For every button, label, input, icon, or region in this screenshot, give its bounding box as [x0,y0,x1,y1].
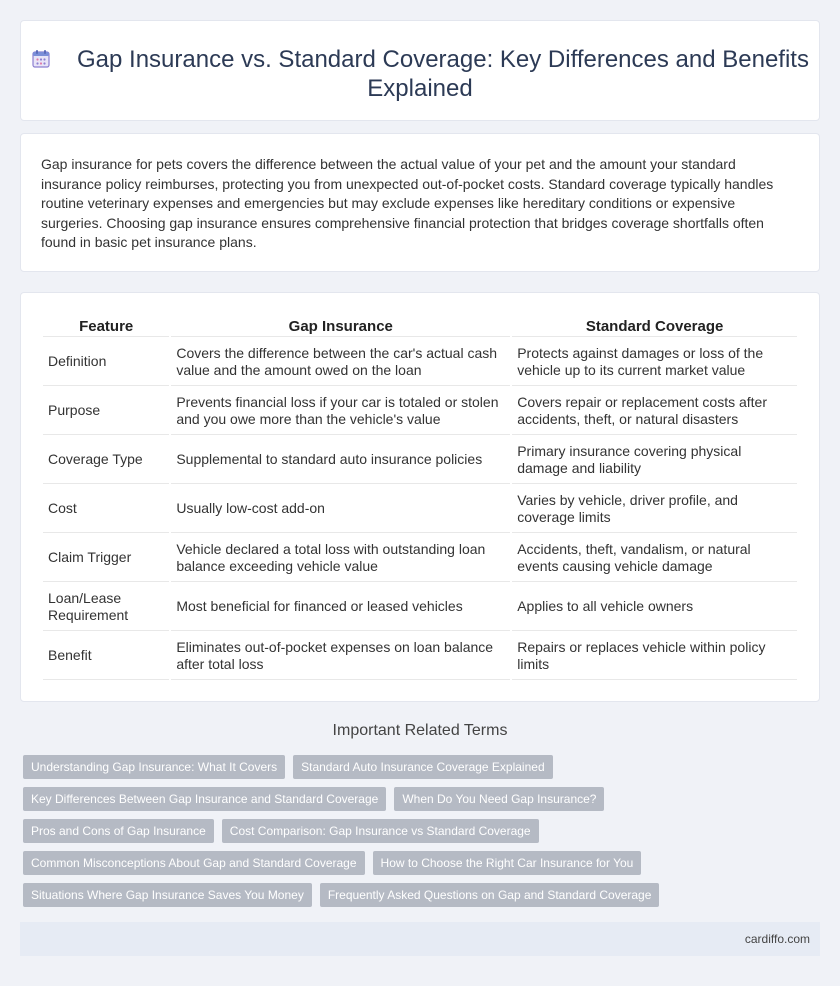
footer-site-name: cardiffo.com [744,932,810,946]
table-row [43,486,797,533]
feature-cell: Cost [43,486,169,533]
related-term-link[interactable]: Frequently Asked Questions on Gap and Standard Coverage [320,883,660,907]
related-term-link[interactable]: Understanding Gap Insurance: What It Covers [23,755,285,779]
header-feature: Feature [43,317,169,337]
footer [20,922,820,956]
related-term-link[interactable]: Common Misconceptions About Gap and Standard Coverage [23,851,365,875]
table-row [43,339,797,386]
related-term-link[interactable]: Pros and Cons of Gap Insurance [23,819,214,843]
table-header-row [43,317,797,337]
gap-cell: Supplemental to standard auto insurance policies [171,437,510,484]
calendar-icon [31,49,51,69]
standard-cell: Varies by vehicle, driver profile, and coverage limits [512,486,797,533]
feature-cell: Loan/Lease Requirement [43,584,169,631]
standard-cell: Repairs or replaces vehicle within policy limits [512,633,797,680]
comparison-card [20,292,820,702]
feature-cell: Claim Trigger [43,535,169,582]
feature-cell: Benefit [43,633,169,680]
standard-cell: Accidents, theft, vandalism, or natural events causing vehicle damage [512,535,797,582]
related-term-link[interactable]: Standard Auto Insurance Coverage Explained [293,755,553,779]
table-row [43,437,797,484]
gap-cell: Prevents financial loss if your car is totaled or stolen and you owe more than the vehicle's value [171,388,510,435]
gap-cell: Covers the difference between the car's actual cash value and the amount owed on the loan [171,339,510,386]
feature-cell: Coverage Type [43,437,169,484]
page-title-wrap [21,45,819,103]
title-card [20,20,820,121]
gap-cell: Usually low-cost add-on [171,486,510,533]
intro-paragraph: Gap insurance for pets covers the difference between the actual value of your pet and the amount your standard insurance policy reimburses, protecting you from unexpected out-of-pocket costs. Standard coverage typically handles routine veterinary expenses and emergencies but may exclude expenses like hereditary conditions or expensive surgeries. Choosing gap insurance ensures comprehensive financial protection that bridges coverage shortfalls often found in basic pet insurance plans. [41,156,774,251]
intro-card [20,133,820,272]
comparison-table [41,315,799,682]
related-term-link[interactable]: How to Choose the Right Car Insurance for You [373,851,642,875]
standard-cell: Protects against damages or loss of the vehicle up to its current market value [512,339,797,386]
related-terms-list [23,755,803,915]
standard-cell: Primary insurance covering physical damage and liability [512,437,797,484]
header-standard-coverage: Standard Coverage [512,317,797,337]
feature-cell: Purpose [43,388,169,435]
related-term-link[interactable]: Situations Where Gap Insurance Saves You Money [23,883,312,907]
table-row [43,535,797,582]
gap-cell: Most beneficial for financed or leased vehicles [171,584,510,631]
header-gap-insurance: Gap Insurance [171,317,510,337]
feature-cell: Definition [43,339,169,386]
standard-cell: Covers repair or replacement costs after accidents, theft, or natural disasters [512,388,797,435]
standard-cell: Applies to all vehicle owners [512,584,797,631]
page-title: Gap Insurance vs. Standard Coverage: Key Differences and Benefits Explained [77,46,809,102]
related-terms-heading: Important Related Terms [332,722,508,739]
related-term-link[interactable]: Key Differences Between Gap Insurance and Standard Coverage [23,787,386,811]
related-term-link[interactable]: Cost Comparison: Gap Insurance vs Standard Coverage [222,819,539,843]
gap-cell: Eliminates out-of-pocket expenses on loan balance after total loss [171,633,510,680]
table-row [43,584,797,631]
table-row [43,633,797,680]
related-term-link[interactable]: When Do You Need Gap Insurance? [394,787,604,811]
table-row [43,388,797,435]
gap-cell: Vehicle declared a total loss with outstanding loan balance exceeding vehicle value [171,535,510,582]
